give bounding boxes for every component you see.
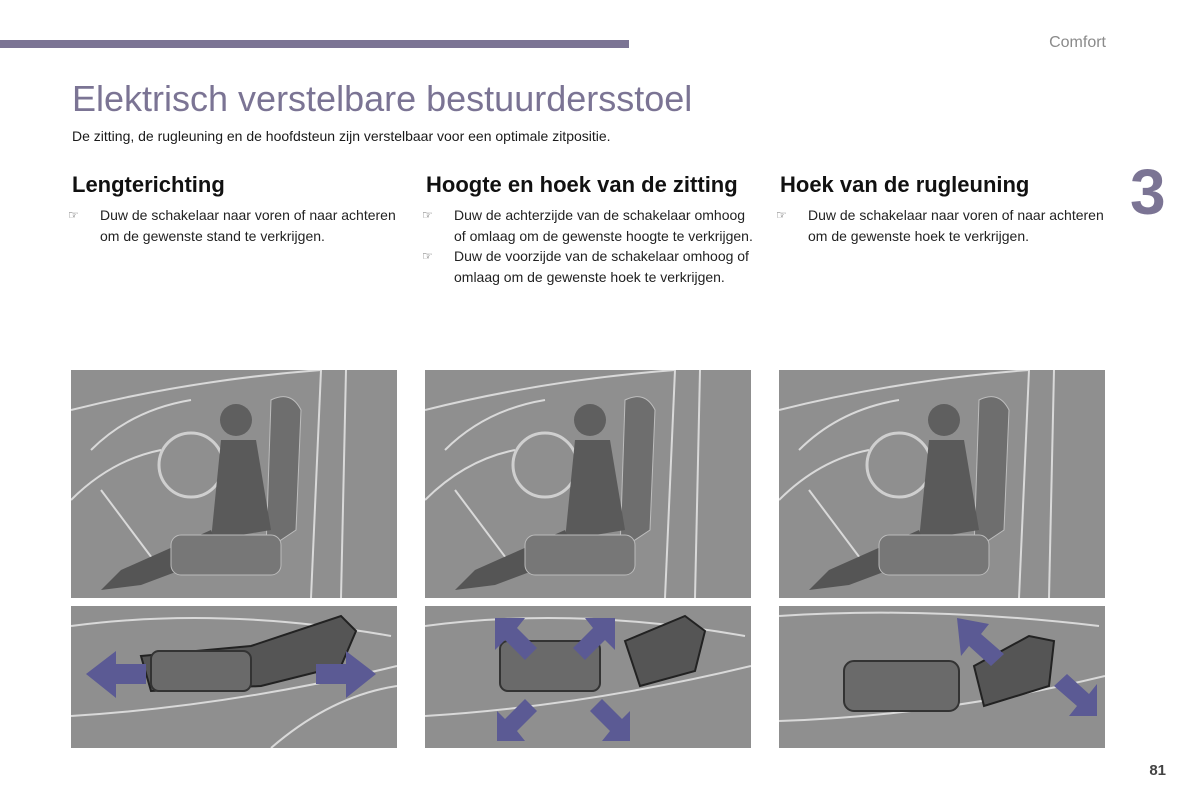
- illustration-seat-switch-arrows: [425, 606, 751, 748]
- illustration-driver-seat: [71, 370, 397, 598]
- column-rugleuning: [776, 172, 1110, 246]
- illustration-driver-seat: [425, 370, 751, 598]
- column-heading: Hoek van de rugleuning: [780, 172, 1030, 197]
- hand-pointer-icon: ☞: [422, 208, 433, 222]
- hand-pointer-icon: ☞: [68, 208, 79, 222]
- illustration-seat-switch-arrows: [71, 606, 397, 748]
- intro-text: De zitting, de rugleuning en de hoofdsteun zijn verstelbaar voor een optimale zitpositie.: [72, 128, 611, 144]
- column-heading: Hoogte en hoek van de zitting: [426, 172, 738, 197]
- chapter-number: 3: [1130, 156, 1166, 228]
- hand-pointer-icon: ☞: [422, 249, 433, 263]
- hand-pointer-icon: ☞: [776, 208, 787, 222]
- header-bar: [0, 40, 629, 48]
- column-lengterichting: [68, 172, 402, 246]
- page-number: 81: [1149, 762, 1166, 779]
- illustration-driver-seat: [779, 370, 1105, 598]
- list-item: ☞ Duw de schakelaar naar voren of naar achteren om de gewenste hoek te verkrijgen.: [776, 207, 1104, 244]
- column-hoogte-hoek: [422, 172, 756, 287]
- list-item: ☞ Duw de voorzijde van de schakelaar omhoog of omlaag om de gewenste hoek te verkrijgen.: [422, 248, 749, 285]
- column-heading: Lengterichting: [72, 172, 225, 197]
- list-item: ☞ Duw de schakelaar naar voren of naar achteren om de gewenste stand te verkrijgen.: [68, 207, 396, 244]
- section-label: Comfort: [1049, 34, 1106, 51]
- page-title: Elektrisch verstelbare bestuurdersstoel: [72, 78, 693, 119]
- illustration-seat-switch-arrows: [779, 606, 1105, 748]
- list-item: ☞ Duw de achterzijde van de schakelaar omhoog of omlaag om de gewenste hoogte te verkrijgen.: [422, 207, 753, 244]
